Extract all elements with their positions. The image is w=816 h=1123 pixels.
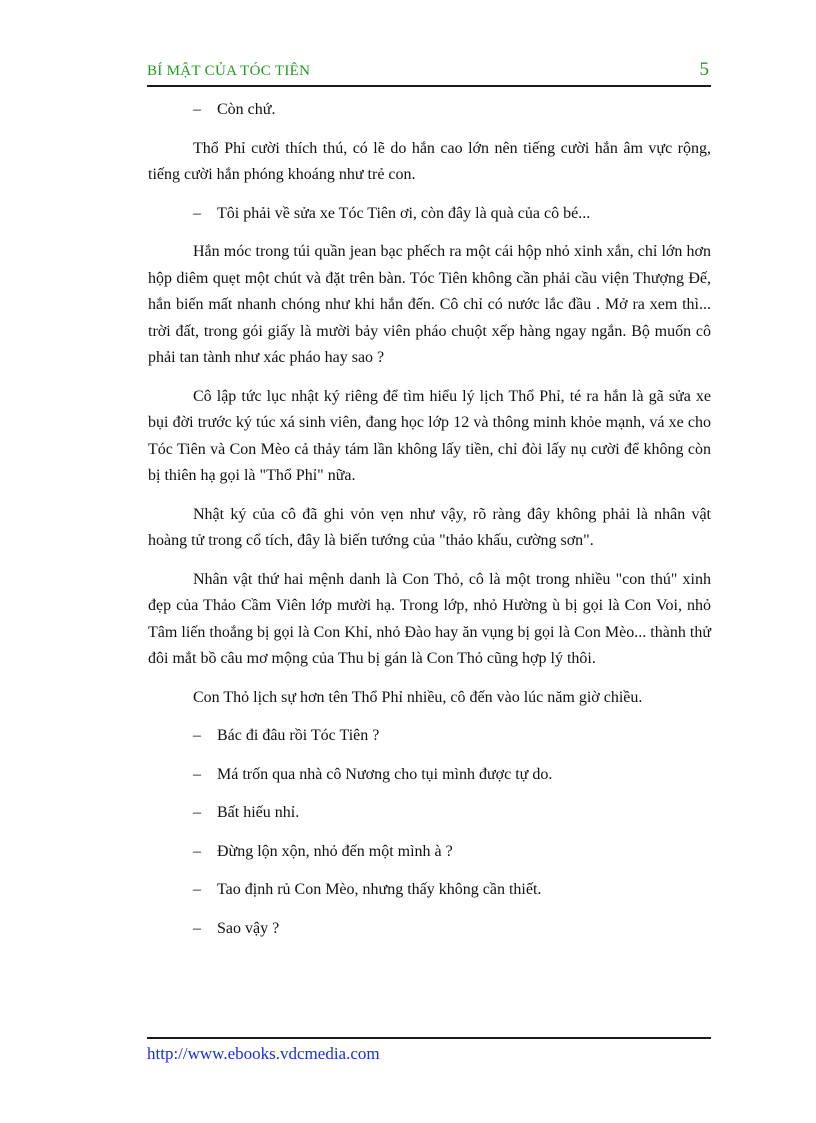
- page-number: 5: [699, 59, 709, 80]
- dialog-text: Tôi phải về sửa xe Tóc Tiên ơi, còn đây là quà của cô bé...: [217, 204, 591, 222]
- dialog-line: [148, 877, 711, 904]
- paragraph: Nhân vật thứ hai mệnh danh là Con Thỏ, cô là một trong nhiều "con thú" xinh đẹp của Thảo Cầm Viên lớp mười hạ. Trong lớp, nhỏ Hường ù bị gọi là Con Voi, nhỏ Tâm liến thoắng bị gọi là Con Khỉ, nhỏ Đào hay ăn vụng bị gọi là Con Mèo... thành thử đôi mắt bồ câu mơ mộng của Thu bị gán là Con Thỏ cũng hợp lý thôi.: [148, 570, 711, 667]
- dialog-dash: –: [193, 727, 201, 744]
- dialog-dash: –: [193, 204, 201, 222]
- dialog-dash: –: [193, 101, 201, 118]
- dialog-line: [148, 762, 711, 789]
- dialog-line: [148, 723, 711, 750]
- dialog-text: Tao định rủ Con Mèo, nhưng thấy không cần thiết.: [217, 881, 542, 898]
- paragraph: Thổ Phỉ cười thích thú, có lẽ do hắn cao lớn nên tiếng cười hắn âm vực rộng, tiếng cười hắn phóng khoáng như trẻ con.: [148, 139, 711, 183]
- dialog-line: [148, 97, 711, 124]
- page-header: [147, 59, 711, 87]
- dialog-text: Sao vậy ?: [217, 919, 280, 937]
- dialog-dash: –: [193, 842, 201, 860]
- dialog-text: Còn chứ.: [217, 101, 276, 118]
- dialog-line: [148, 201, 711, 228]
- dialog-dash: –: [193, 765, 201, 783]
- dialog-dash: –: [193, 919, 201, 937]
- dialog-dash: –: [193, 804, 201, 821]
- paragraph: Hắn móc trong túi quần jean bạc phếch ra một cái hộp nhỏ xinh xắn, chỉ lớn hơn hộp diêm quẹt một chút và đặt trên bàn. Tóc Tiên không cần phải cầu viện Thượng Đế, hắn biến mất nhanh chóng như khi hắn đến. Cô chỉ có nước lắc đầu . Mở ra xem thì... trời đất, trong gói giấy là mười bảy viên pháo chuột xếp hàng ngay ngắn. Bộ muốn cô phải tan tành như xác pháo hay sao ?: [148, 243, 711, 366]
- dialog-text: Bác đi đâu rồi Tóc Tiên ?: [217, 727, 380, 744]
- dialog-text: Má trốn qua nhà cô Nương cho tụi mình được tự do.: [217, 765, 553, 783]
- dialog-text: Đừng lộn xộn, nhỏ đến một mình à ?: [217, 842, 453, 860]
- paragraph: Con Thỏ lịch sự hơn tên Thổ Phỉ nhiều, cô đến vào lúc năm giờ chiều.: [193, 688, 643, 706]
- page-body: [148, 97, 711, 954]
- footer-link[interactable]: http://www.ebooks.vdcmedia.com: [147, 1044, 380, 1063]
- dialog-line: [148, 800, 711, 827]
- dialog-text: Bất hiếu nhỉ.: [217, 804, 300, 821]
- paragraph: Cô lập tức lục nhật ký riêng để tìm hiểu lý lịch Thổ Phỉ, té ra hắn là gã sửa xe bụi đời trước ký túc xá sinh viên, đang học lớp 12 và thông minh khỏe mạnh, vá xe cho Tóc Tiên và Con Mèo cả thảy tám lần không lấy tiền, chỉ đòi lấy nụ cười để không còn bị thiên hạ gọi là "Thổ Phỉ" nữa.: [148, 387, 711, 484]
- footer-rule: [147, 1037, 711, 1039]
- dialog-line: [148, 839, 711, 866]
- dialog-dash: –: [193, 881, 201, 898]
- dialog-line: [148, 916, 711, 943]
- book-title: BÍ MẬT CỦA TÓC TIÊN: [147, 63, 311, 79]
- paragraph: Nhật ký của cô đã ghi vỏn vẹn như vậy, rõ ràng đây không phải là nhân vật hoàng tử trong cổ tích, đây là biến tướng của "thảo khấu, cường sơn".: [148, 505, 711, 549]
